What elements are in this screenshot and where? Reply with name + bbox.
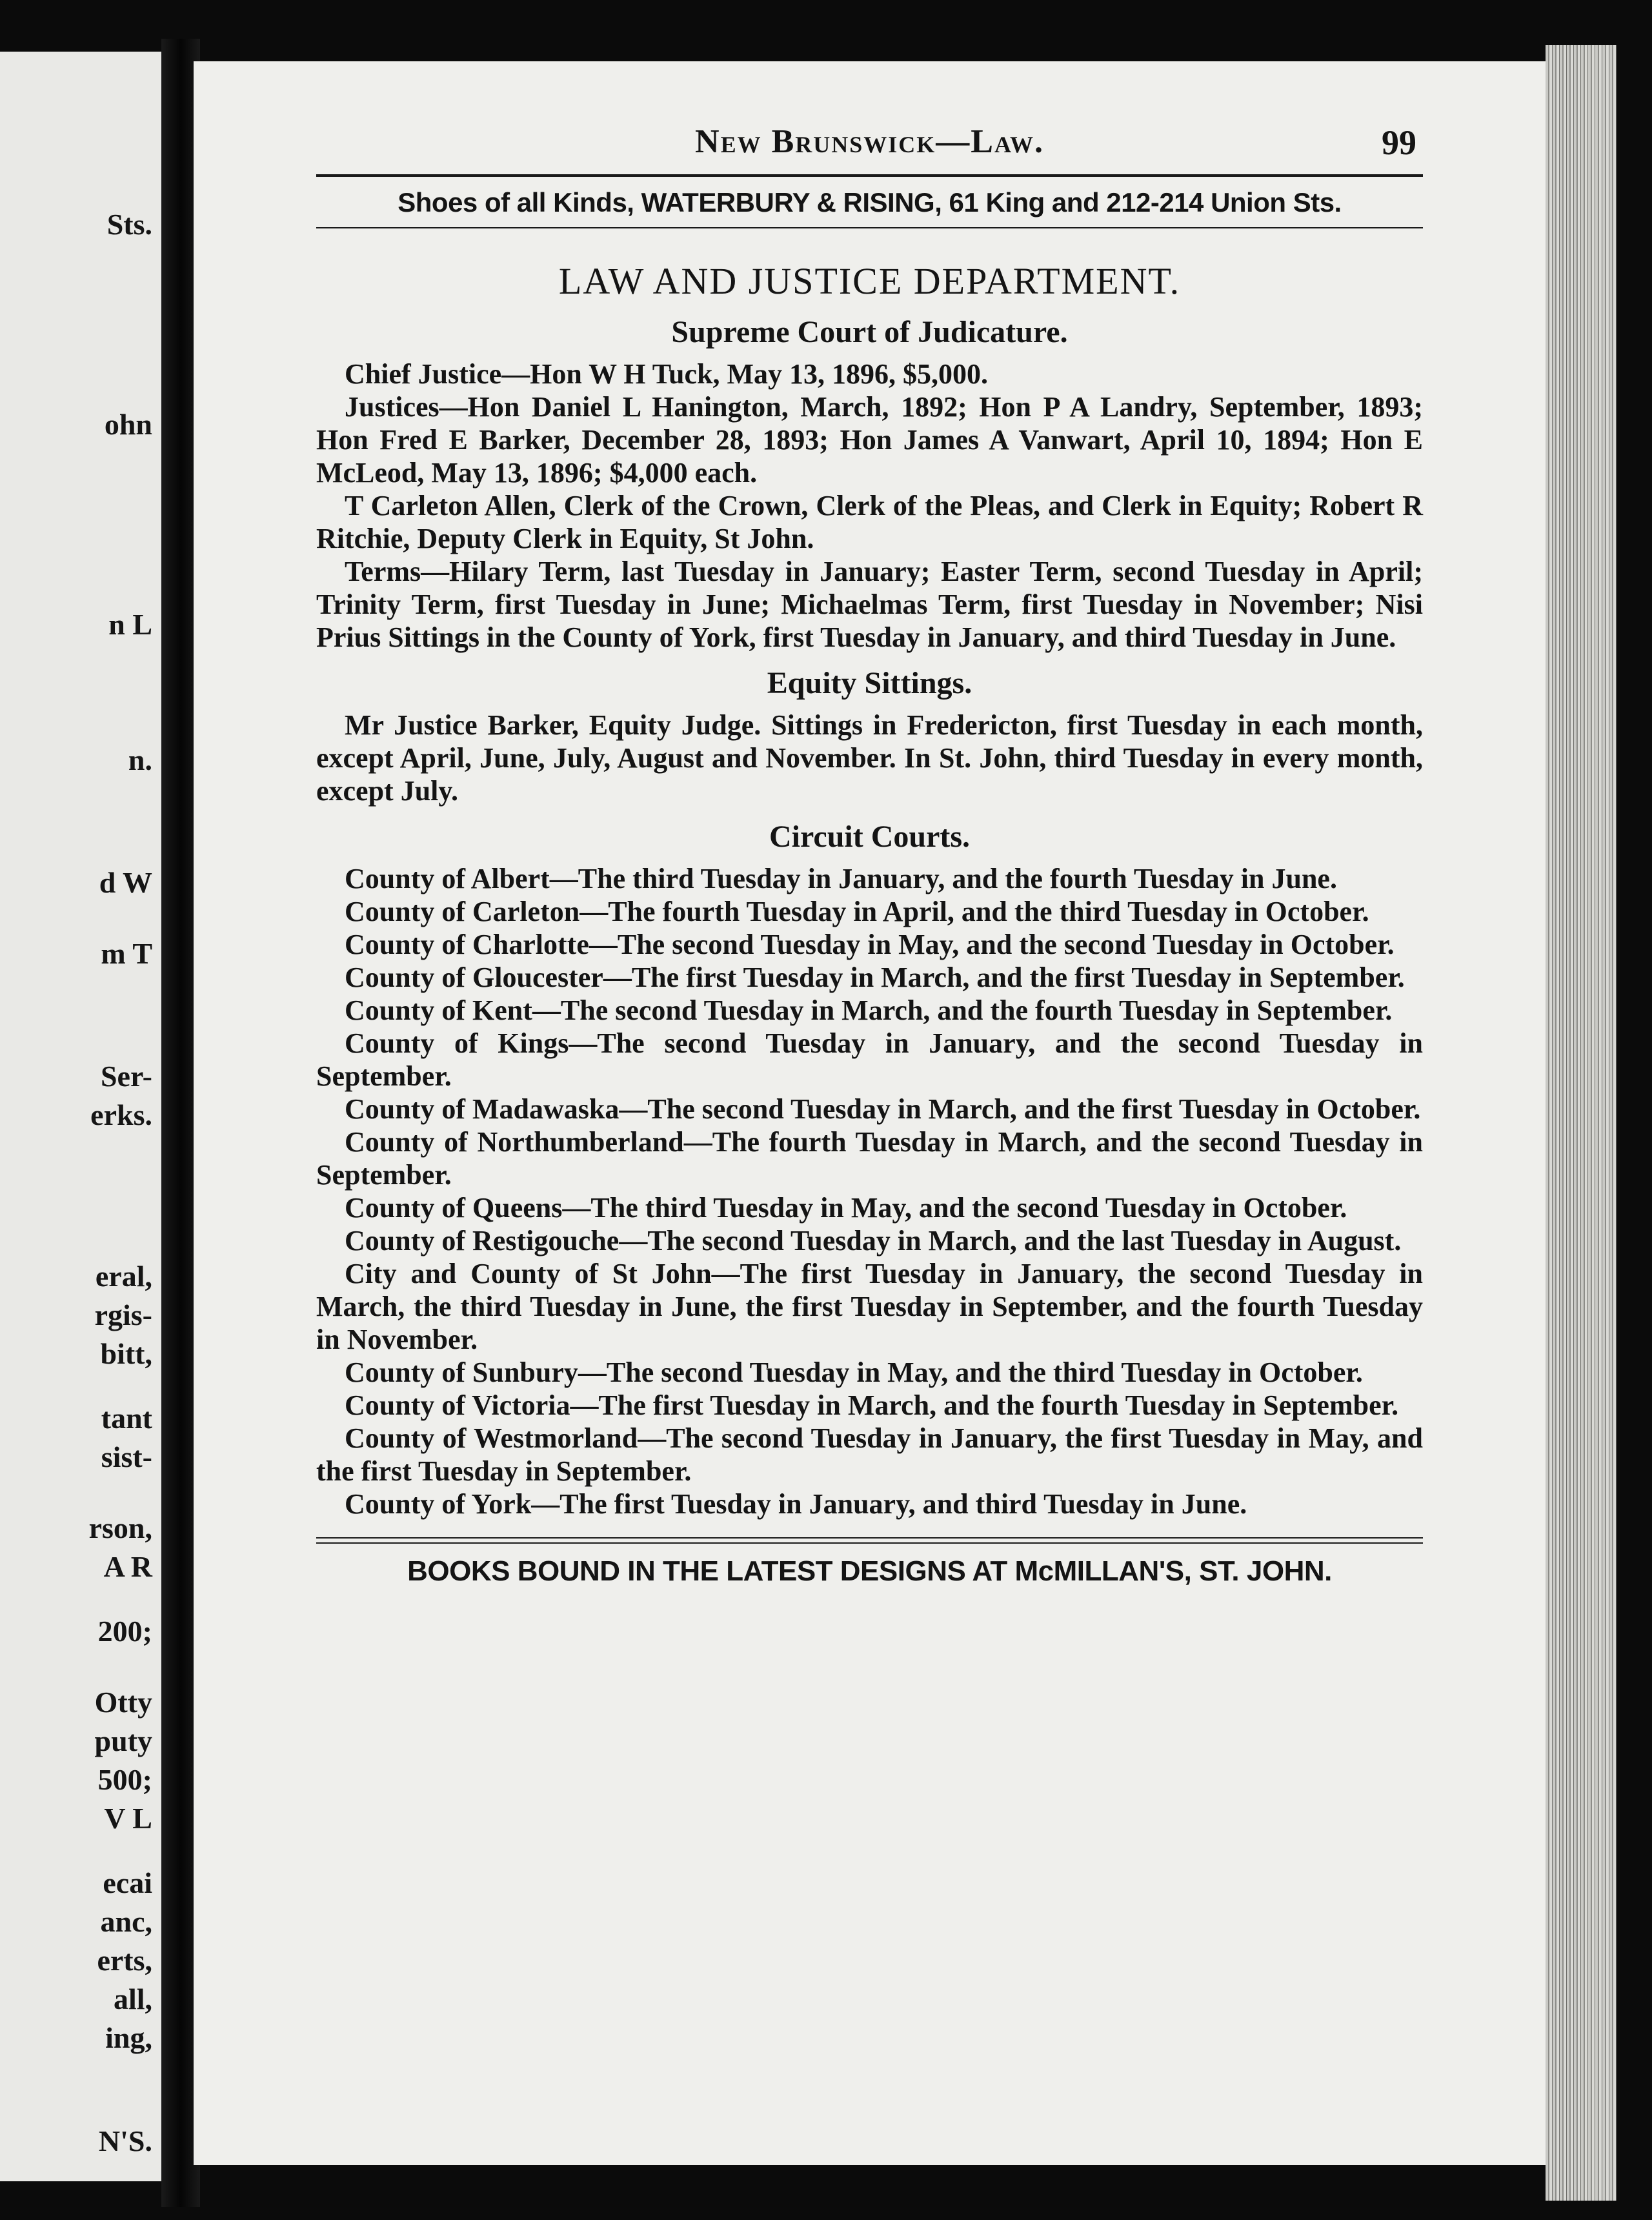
running-title: New Brunswick—Law. xyxy=(695,123,1044,160)
department-title: LAW AND JUSTICE DEPARTMENT. xyxy=(558,260,1181,302)
supreme-court-section xyxy=(316,358,1423,654)
circuit-court-list xyxy=(316,862,1423,1520)
adjacent-page-text-fragment: N'S. xyxy=(98,2124,152,2157)
supreme-paragraph: Chief Justice—Hon W H Tuck, May 13, 1896, $5,000. xyxy=(345,358,989,390)
adjacent-page-text-fragment: tant xyxy=(101,1402,152,1435)
list-item: County of Charlotte—The second Tuesday in May, and the second Tuesday in October. xyxy=(345,929,1395,960)
adjacent-page-text-fragment: puty xyxy=(94,1724,152,1757)
adjacent-page-text-fragment: 200; xyxy=(97,1615,152,1648)
adjacent-page-text-fragment: Otty xyxy=(94,1686,152,1719)
supreme-paragraph: Justices—Hon Daniel L Hanington, March, 1892; Hon P A Landry, September, 1893; Hon Fred E Barker, December 28, 1893; Hon James A Vanwart, April 10, 1894; Hon E McLeod, May 13, 1896; $4,000 each. xyxy=(316,391,1423,489)
list-item: County of Albert—The third Tuesday in January, and the fourth Tuesday in June. xyxy=(345,863,1337,894)
page-edges xyxy=(1546,45,1617,2201)
adjacent-page-fragment xyxy=(0,52,161,2181)
equity-paragraph: Mr Justice Barker, Equity Judge. Sittings in Fredericton, first Tuesday in each month, except April, June, July, August and November. In St. John, third Tuesday in every month, except July. xyxy=(316,709,1423,807)
header-ad-rule xyxy=(316,227,1423,228)
adjacent-page-text-fragment: erks. xyxy=(90,1098,152,1131)
adjacent-page-text-fragment: ohn xyxy=(104,408,152,441)
list-item: County of Kent—The second Tuesday in March, and the fourth Tuesday in September. xyxy=(345,994,1393,1026)
header-advertisement: Shoes of all Kinds, WATERBURY & RISING, 61 King and 212-214 Union Sts. xyxy=(398,187,1342,217)
adjacent-page-text-fragment: 500; xyxy=(97,1763,152,1796)
adjacent-page-text-fragment: m T xyxy=(101,937,152,970)
page-number: 99 xyxy=(1382,123,1416,162)
equity-section xyxy=(316,709,1423,807)
adjacent-page-text-fragment: Ser- xyxy=(100,1060,152,1093)
list-item: County of Gloucester—The first Tuesday in March, and the first Tuesday in September. xyxy=(345,962,1405,993)
adjacent-page-text-fragment: ecai xyxy=(103,1866,152,1899)
adjacent-page-text-fragment: bitt, xyxy=(100,1337,152,1370)
supreme-paragraph: Terms—Hilary Term, last Tuesday in January; Easter Term, second Tuesday in April; Trinity Term, first Tuesday in June; Michaelmas Term, first Tuesday in November; Nisi Prius Sittings in the County of York, first Tuesday in January, and third Tuesday in June. xyxy=(316,556,1423,653)
adjacent-page-text-fragment: rgis- xyxy=(94,1298,152,1331)
list-item: County of Westmorland—The second Tuesday in January, the first Tuesday in May, and the first Tuesday in September. xyxy=(316,1422,1423,1487)
adjacent-page-text-fragment: eral, xyxy=(95,1260,152,1293)
adjacent-page-text-fragment: A R xyxy=(103,1550,152,1583)
adjacent-page-text-fragment: ing, xyxy=(105,2021,152,2054)
supreme-paragraph: T Carleton Allen, Clerk of the Crown, Clerk of the Pleas, and Clerk in Equity; Robert R Ritchie, Deputy Clerk in Equity, St John. xyxy=(316,490,1423,554)
section-title-equity: Equity Sittings. xyxy=(767,666,972,700)
list-item: County of York—The first Tuesday in January, and third Tuesday in June. xyxy=(345,1488,1247,1520)
footer-advertisement: BOOKS BOUND IN THE LATEST DESIGNS AT McMILLAN'S, ST. JOHN. xyxy=(407,1555,1332,1587)
list-item: County of Northumberland—The fourth Tuesday in March, and the second Tuesday in September. xyxy=(316,1126,1423,1191)
page-content xyxy=(316,123,1423,1588)
list-item: County of Kings—The second Tuesday in January, and the second Tuesday in September. xyxy=(316,1027,1423,1092)
list-item: City and County of St John—The first Tuesday in January, the second Tuesday in March, the third Tuesday in June, the first Tuesday in September, and the fourth Tuesday in November. xyxy=(316,1258,1423,1355)
adjacent-page-text-fragment: n L xyxy=(108,608,152,641)
adjacent-page-text-fragment: erts, xyxy=(97,1944,152,1977)
list-item: County of Queens—The third Tuesday in May, and the second Tuesday in October. xyxy=(345,1192,1347,1224)
footer-rules xyxy=(316,1537,1423,1544)
adjacent-page-text-fragment: sist- xyxy=(101,1440,152,1473)
adjacent-page-text-fragment: all, xyxy=(113,1983,152,2015)
adjacent-page-text-fragment: anc, xyxy=(100,1905,152,1938)
page xyxy=(194,61,1546,2165)
adjacent-page-text-fragment: V L xyxy=(104,1802,152,1835)
list-item: County of Carleton—The fourth Tuesday in April, and the third Tuesday in October. xyxy=(345,896,1369,927)
list-item: County of Madawaska—The second Tuesday in March, and the first Tuesday in October. xyxy=(345,1093,1421,1125)
list-item: County of Sunbury—The second Tuesday in May, and the third Tuesday in October. xyxy=(345,1357,1363,1388)
adjacent-page-text-fragment: d W xyxy=(99,866,152,899)
running-head xyxy=(316,123,1423,174)
adjacent-page-text-fragment: Sts. xyxy=(106,208,152,241)
section-title-supreme: Supreme Court of Judicature. xyxy=(671,315,1068,349)
list-item: County of Restigouche—The second Tuesday in March, and the last Tuesday in August. xyxy=(345,1225,1402,1256)
adjacent-page-text-fragment: rson, xyxy=(88,1511,152,1544)
section-title-circuit: Circuit Courts. xyxy=(769,820,971,854)
adjacent-page-text-fragment: n. xyxy=(128,743,152,776)
list-item: County of Victoria—The first Tuesday in March, and the fourth Tuesday in September. xyxy=(345,1389,1399,1421)
